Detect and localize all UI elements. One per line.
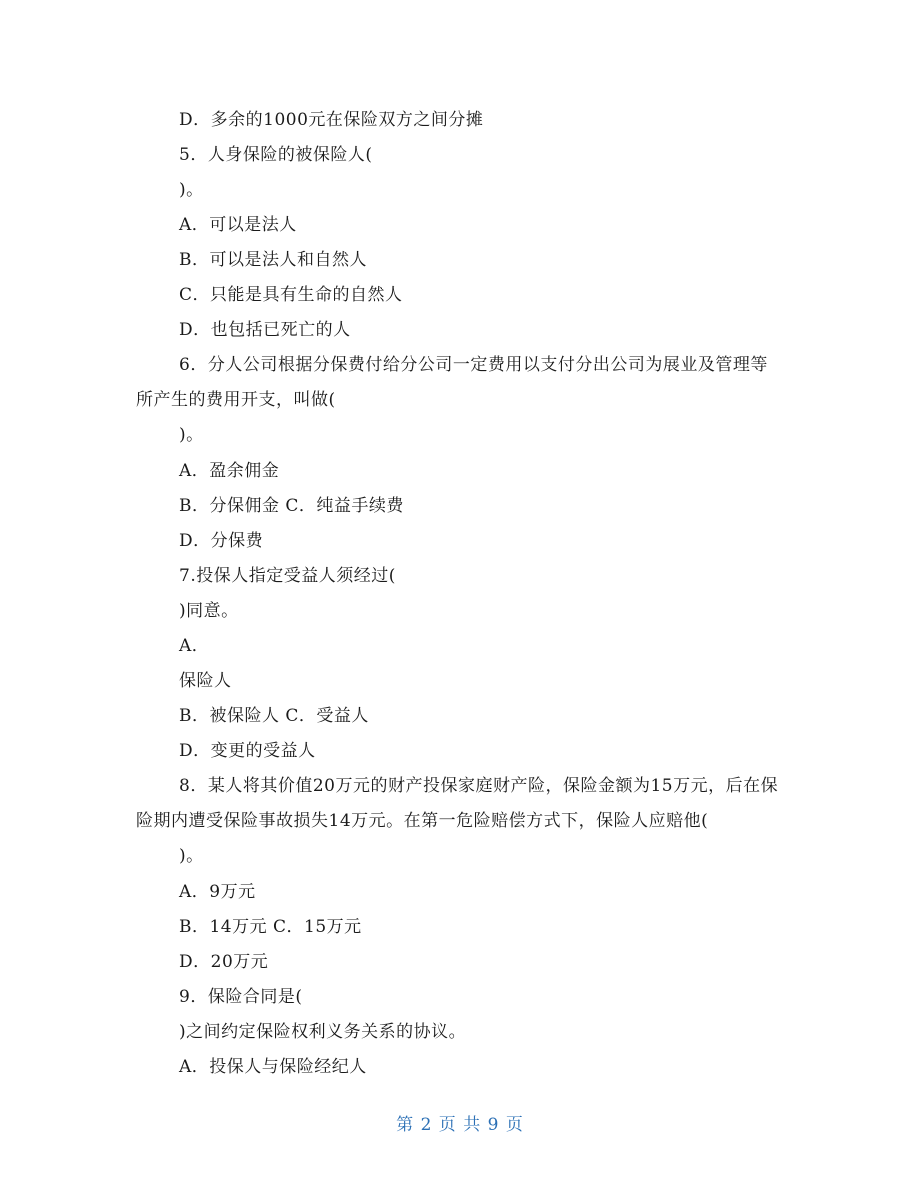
question-6-cont: 所产生的费用开支，叫做( xyxy=(136,390,336,410)
option-8-bc: B．14万元 C．15万元 xyxy=(179,917,362,937)
text-line-22: )。 xyxy=(179,846,204,866)
question-9: 9．保险合同是( xyxy=(179,987,303,1007)
question-8: 8．某人将其价值20万元的财产投保家庭财产险，保险金额为15万元，后在保 xyxy=(179,776,779,796)
question-8-cont: 险期内遭受保险事故损失14万元。在第一危险赔偿方式下，保险人应赔他( xyxy=(136,811,709,831)
option-7-a-text: 保险人 xyxy=(179,671,232,691)
page-footer: 第 2 页 共 9 页 xyxy=(396,1115,524,1135)
option-8-d: D．20万元 xyxy=(179,952,269,972)
option-6-a: A．盈余佣金 xyxy=(179,461,280,481)
option-6-bc: B．分保佣金 C．纯益手续费 xyxy=(179,496,404,516)
text-line-1: D．多余的1000元在保险双方之间分摊 xyxy=(179,110,484,130)
question-7: 7.投保人指定受益人须经过( xyxy=(179,566,396,586)
option-7-d: D．变更的受益人 xyxy=(179,741,316,761)
question-7-cont: )同意。 xyxy=(179,601,239,621)
option-5-d: D．也包括已死亡的人 xyxy=(179,320,351,340)
option-7-bc: B．被保险人 C．受益人 xyxy=(179,706,369,726)
option-9-a: A．投保人与保险经纪人 xyxy=(179,1057,367,1077)
option-6-d: D．分保费 xyxy=(179,531,264,551)
option-5-b: B．可以是法人和自然人 xyxy=(179,250,367,270)
question-6: 6．分人公司根据分保费付给分公司一定费用以支付分出公司为展业及管理等 xyxy=(179,355,768,375)
question-9-cont: )之间约定保险权利义务关系的协议。 xyxy=(179,1022,467,1042)
text-line-10: )。 xyxy=(179,425,204,445)
option-5-a: A．可以是法人 xyxy=(179,215,297,235)
question-5: 5．人身保险的被保险人( xyxy=(179,145,373,165)
option-7-a: A． xyxy=(179,636,210,656)
option-8-a: A．9万元 xyxy=(179,882,256,902)
text-line-3: )。 xyxy=(179,180,204,200)
option-5-c: C．只能是具有生命的自然人 xyxy=(179,285,403,305)
